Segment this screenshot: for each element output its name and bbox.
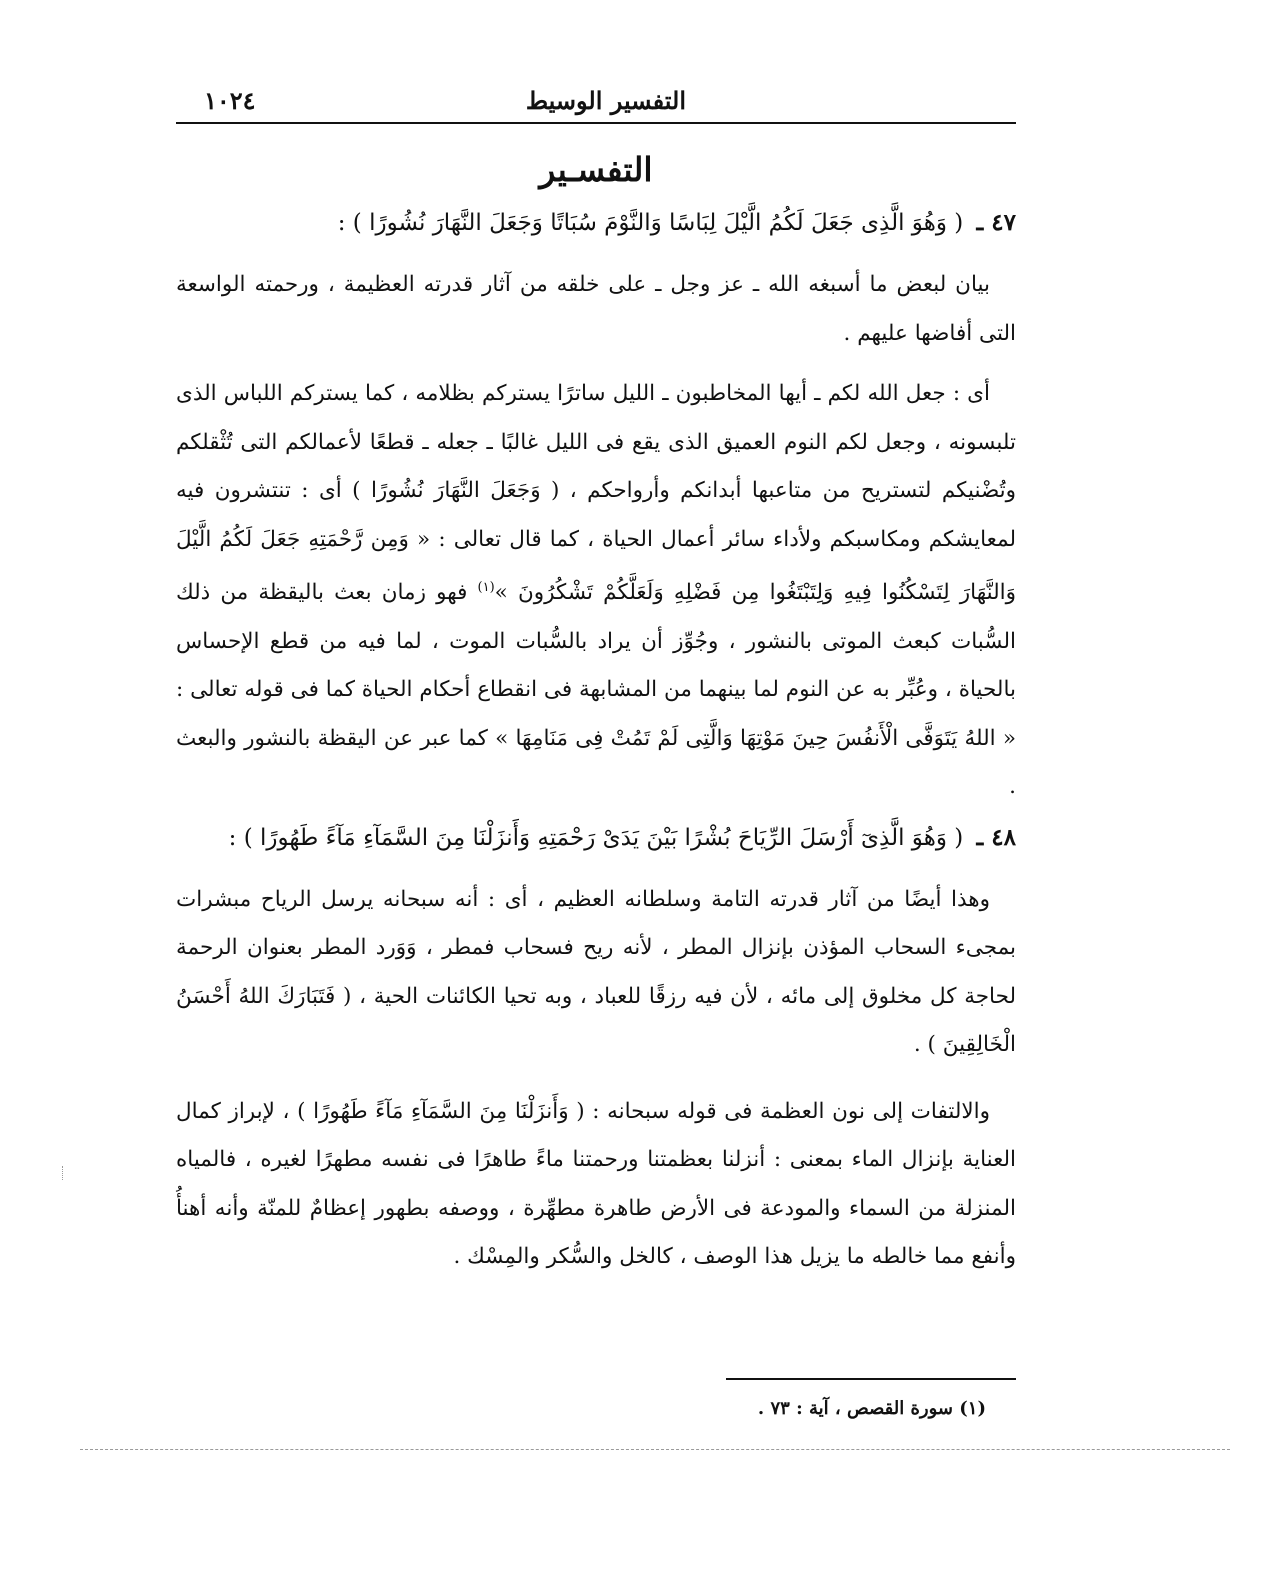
scan-edge-line [80,1449,1230,1450]
verse-number: ٤٨ ـ [976,823,1016,851]
book-page [176,80,1016,1520]
verse-text: ( وَهُوَ الَّذِىٓ أَرْسَلَ الرِّيَاحَ بُشْرًا بَيْنَ يَدَىْ رَحْمَتِهِ وَأَنزَلْنَا مِنَ السَّمَآءِ مَآءً طَهُورًا ) : [228,824,964,851]
paragraph-text: فهو زمان بعث باليقظة من ذلك السُّبات كبعث الموتى بالنشور ، وجُوِّز أن يراد بالسُّبات الموت ، لما فيه من قطع الإحساس بالحياة ، وعُبِّر به عن النوم لما بينهما من المشابهة فى انقطاع أحكام الحياة كما فى قوله تعالى : « اللهُ يَتَوَفَّى الْأَنفُسَ حِينَ مَوْتِهَا وَالَّتِى لَمْ تَمُتْ فِى مَنَامِهَا » كما عبر عن اليقظة بالنشور والبعث . [176,580,1016,800]
running-title: التفسير الوسيط [525,86,686,115]
paragraph [176,370,1016,812]
header-rule [176,122,1016,124]
verse-heading-48 [176,818,1016,858]
verse-heading-47 [176,203,1016,243]
page-number: ١٠٢٤ [204,86,256,115]
paragraph: بيان لبعض ما أسبغه الله ـ عز وجل ـ على خلقه من آثار قدرته العظيمة ، ورحمته الواسعة التى أفاضها عليهم . [176,272,1016,346]
paragraph-text: أى : جعل الله لكم ـ أيها المخاطبون ـ الليل ساترًا يستركم بظلامه ، كما يستركم اللباس الذى تلبسونه ، وجعل لكم النوم العميق الذى يقع فى الليل غالبًا ـ جعله ـ قطعًا لأعمالكم التى تُثْقلكم وتُضْنيكم لتستريح من متاعبها أبدانكم وأرواحكم ، ( وَجَعَلَ النَّهَارَ نُشُورًا ) أى : تنتشرون فيه لمعايشكم ومكاسبكم ولأداء سائر أعمال الحياة ، كما قال تعالى : « وَمِن رَّحْمَتِهِ جَعَلَ لَكُمُ الَّيْلَ وَالنَّهَارَ لِتَسْكُنُوا فِيهِ وَلِتَبْتَغُوا مِن فَضْلِهِ وَلَعَلَّكُمْ تَشْكُرُونَ » [176,381,1016,606]
margin-mark [62,1166,69,1180]
running-header [176,80,1016,120]
footnote: (١) سورة القصص ، آية : ٧٣ . [757,1398,986,1419]
footnote-rule [726,1378,1016,1380]
footnote-marker: (١) [477,580,495,595]
paragraph: وهذا أيضًا من آثار قدرته التامة وسلطانه العظيم ، أى : أنه سبحانه يرسل الرياح مبشرات بمجىء السحاب المؤذن بإنزال المطر ، لأنه ريح فسحاب فمطر ، وَوَرد المطر بعنوان الرحمة لحاجة كل مخلوق إلى مائه ، لأن فيه رزقًا للعباد ، وبه تحيا الكائنات الحية ، ( فَتَبَارَكَ اللهُ أَحْسَنُ الْخَالِقِينَ ) . [176,886,1016,1058]
paragraph: والالتفات إلى نون العظمة فى قوله سبحانه : ( وَأَنزَلْنَا مِنَ السَّمَآءِ مَآءً طَهُورًا ) ، لإبراز كمال العناية بإنزال الماء بمعنى : أنزلنا بعظمتنا ورحمتنا ماءً طاهرًا فى نفسه مطهرًا لغيره ، فالمياه المنزلة من السماء والمودعة فى الأرض طاهرة مطهِّرة ، ووصفه بطهور إعظامٌ للمنّة وأنه أهنأُ وأنفع مما خالطه ما يزيل هذا الوصف ، كالخل والسُّكر والمِسْك . [176,1098,1016,1270]
section-title: التفسـير [539,150,653,189]
verse-text: ( وَهُوَ الَّذِى جَعَلَ لَكُمُ الَّيْلَ لِبَاسًا وَالنَّوْمَ سُبَاتًا وَجَعَلَ النَّهَارَ نُشُورًا ) : [337,210,964,236]
verse-number: ٤٧ ـ [976,209,1016,236]
